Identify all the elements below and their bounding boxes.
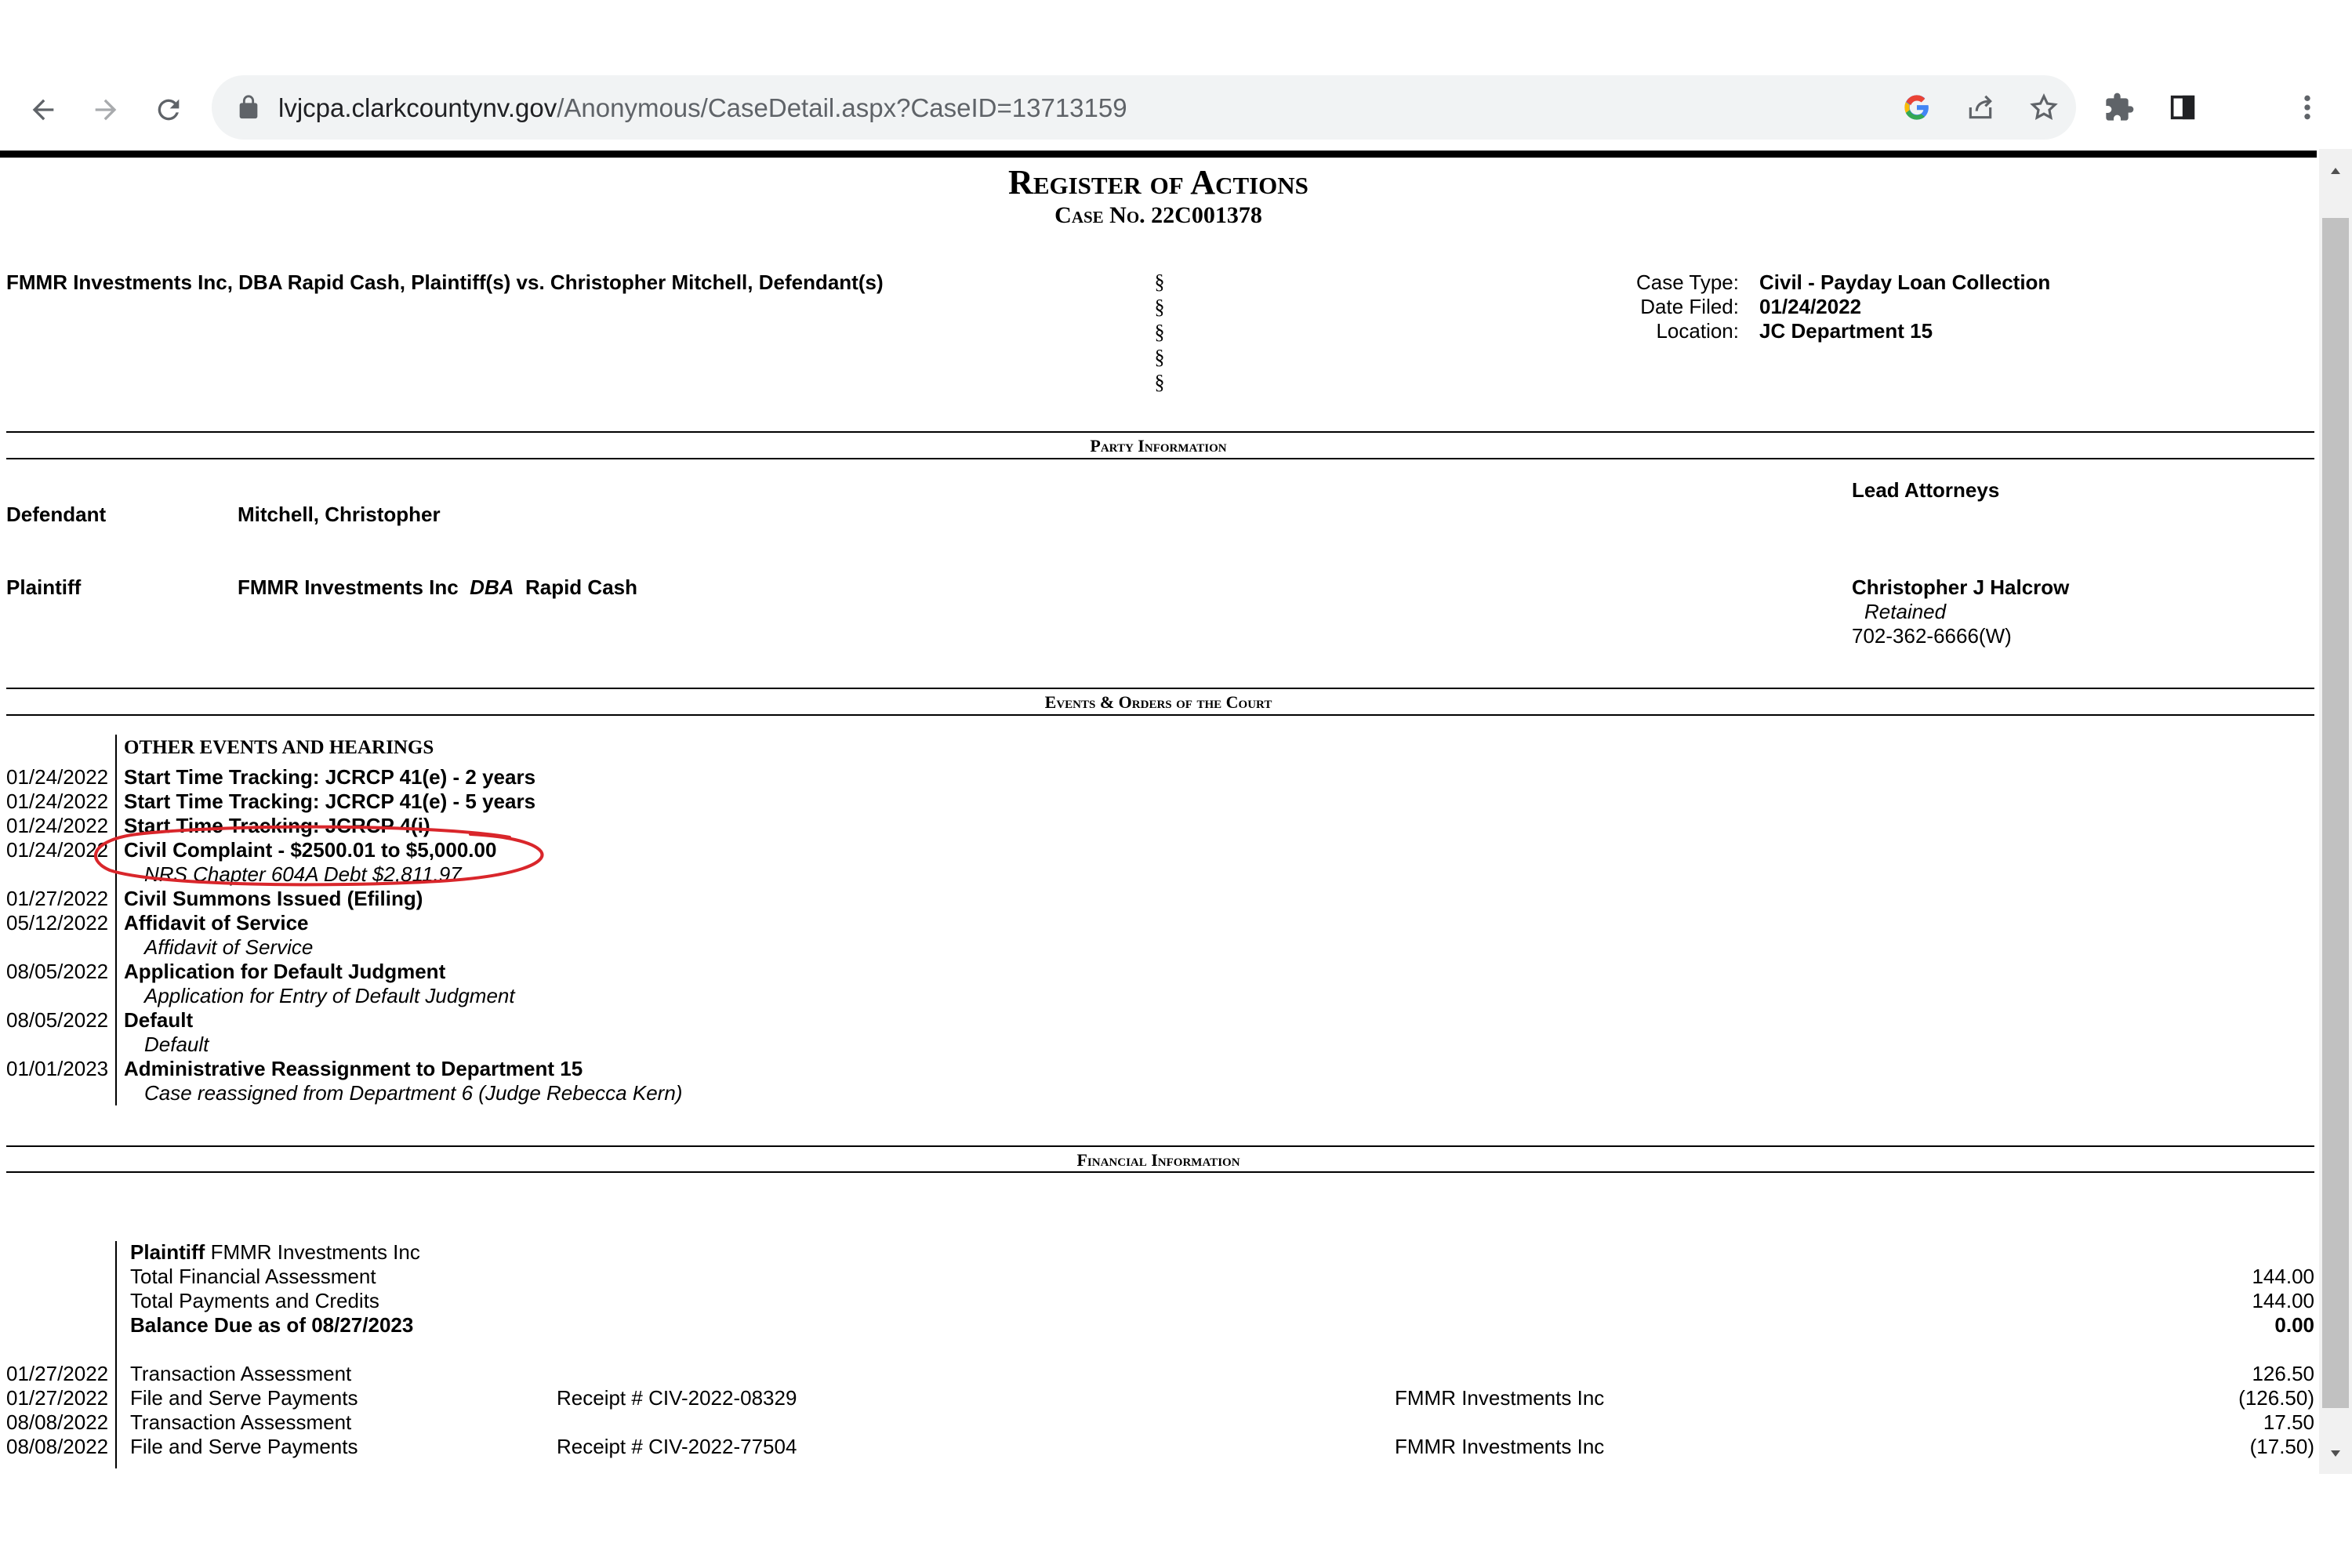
lead-attorneys-label: Lead Attorneys [1852, 478, 2000, 502]
event-title: Start Time Tracking: JCRCP 4(i) [124, 814, 430, 837]
attorney-name: Christopher J Halcrow [1852, 575, 2070, 599]
event-detail: Case reassigned from Department 6 (Judge Rebecca Kern) [144, 1081, 683, 1105]
event-date: 01/27/2022 [6, 887, 109, 910]
total-assessment-label: Total Financial Assessment [130, 1265, 376, 1288]
event-date: 01/24/2022 [6, 838, 109, 862]
financial-heading: Financial Information [1076, 1150, 1240, 1170]
transaction-type: Transaction Assessment [130, 1410, 352, 1434]
event-title: Start Time Tracking: JCRCP 41(e) - 5 years [124, 789, 536, 813]
event-title: Default [124, 1008, 194, 1032]
financial-rule-top [6, 1145, 2314, 1147]
financial-party: Plaintiff FMMR Investments Inc [130, 1240, 420, 1264]
transaction-payor: FMMR Investments Inc [1395, 1435, 1605, 1458]
google-icon[interactable] [1899, 89, 1935, 125]
event-detail: Default [144, 1033, 209, 1056]
event-date: 08/05/2022 [6, 960, 109, 983]
event-detail: NRS Chapter 604A Debt $2,811.97 [144, 862, 462, 886]
events-rule-top [6, 688, 2314, 689]
event-title: Administrative Reassignment to Department 15 [124, 1057, 583, 1080]
kebab-menu-icon[interactable] [2289, 89, 2325, 125]
location-label: Location: [1656, 319, 1739, 343]
url-text[interactable] [278, 91, 1127, 125]
transaction-type: File and Serve Payments [130, 1435, 358, 1458]
scroll-down-arrow-icon[interactable] [2319, 1439, 2352, 1468]
forward-arrow-icon[interactable] [84, 88, 128, 132]
balance-label: Balance Due as of 08/27/2023 [130, 1313, 414, 1337]
url-path: /Anonymous/CaseDetail.aspx?CaseID=13713159 [557, 93, 1127, 122]
dba-name: Rapid Cash [524, 575, 637, 599]
scroll-up-arrow-icon[interactable] [2319, 157, 2352, 185]
case-caption: FMMR Investments Inc, DBA Rapid Cash, Plaintiff(s) vs. Christopher Mitchell, Defendant(s) [6, 270, 884, 294]
transaction-type: Transaction Assessment [130, 1362, 352, 1385]
transaction-amount: (17.50) [2249, 1435, 2314, 1458]
side-panel-icon[interactable] [2165, 89, 2201, 125]
transaction-amount: 17.50 [2263, 1410, 2314, 1434]
event-date: 05/12/2022 [6, 911, 109, 935]
events-rule-bottom [6, 714, 2314, 716]
location-value: JC Department 15 [1759, 319, 1933, 343]
party-info-heading: Party Information [1090, 436, 1227, 456]
puzzle-icon[interactable] [2101, 89, 2137, 125]
plaintiff-role: Plaintiff [6, 575, 82, 599]
total-assessment-value: 144.00 [2252, 1265, 2314, 1288]
window-top-strip [0, 0, 2352, 66]
events-heading: Events & Orders of the Court [1044, 692, 1272, 712]
financial-rule-bottom [6, 1171, 2314, 1173]
back-arrow-icon[interactable] [21, 88, 65, 132]
page-top-rule [0, 151, 2317, 158]
dba-label: DBA [470, 575, 514, 599]
share-icon[interactable] [1962, 89, 1998, 125]
lock-icon[interactable] [235, 94, 262, 121]
case-type-value: Civil - Payday Loan Collection [1759, 270, 2051, 294]
star-icon[interactable] [2026, 89, 2062, 125]
defendant-role: Defendant [6, 503, 107, 526]
events-column-rule [115, 735, 117, 1105]
transaction-date: 08/08/2022 [6, 1435, 109, 1458]
total-payments-label: Total Payments and Credits [130, 1289, 379, 1312]
balance-value: 0.00 [2274, 1313, 2314, 1337]
transaction-date: 01/27/2022 [6, 1386, 109, 1410]
section-marks: § § § § § [1154, 270, 1165, 394]
url-host: lvjcpa.clarkcountynv.gov [278, 93, 557, 122]
transaction-date: 01/27/2022 [6, 1362, 109, 1385]
event-title: Start Time Tracking: JCRCP 41(e) - 2 years [124, 765, 536, 789]
reload-icon[interactable] [147, 88, 191, 132]
transaction-payor: FMMR Investments Inc [1395, 1386, 1605, 1410]
transaction-amount: 126.50 [2252, 1362, 2314, 1385]
attorney-phone: 702-362-6666(W) [1852, 624, 2012, 648]
event-title: Application for Default Judgment [124, 960, 446, 983]
financial-column-rule [115, 1241, 117, 1468]
scrollbar-thumb[interactable] [2322, 218, 2349, 1408]
transaction-date: 08/08/2022 [6, 1410, 109, 1434]
plaintiff-name: FMMR Investments Inc DBA Rapid Cash [238, 575, 637, 599]
events-subheading: OTHER EVENTS AND HEARINGS [124, 737, 434, 758]
case-type-label: Case Type: [1635, 270, 1739, 294]
event-detail: Affidavit of Service [144, 935, 314, 959]
event-title: Affidavit of Service [124, 911, 309, 935]
event-title: Civil Complaint - $2500.01 to $5,000.00 [124, 838, 497, 862]
event-date: 01/24/2022 [6, 814, 109, 837]
transaction-amount: (126.50) [2238, 1386, 2314, 1410]
event-date: 01/24/2022 [6, 789, 109, 813]
case-number: Case No. 22C001378 [1054, 202, 1262, 228]
date-filed-label: Date Filed: [1640, 295, 1739, 318]
event-detail: Application for Entry of Default Judgment [144, 984, 515, 1007]
party-rule-top [6, 431, 2314, 433]
date-filed-value: 01/24/2022 [1759, 295, 1862, 318]
event-date: 01/01/2023 [6, 1057, 109, 1080]
party-rule-bottom [6, 458, 2314, 459]
transaction-receipt: Receipt # CIV-2022-08329 [557, 1386, 797, 1410]
event-date: 01/24/2022 [6, 765, 109, 789]
attorney-status: Retained [1864, 600, 1947, 623]
page-title: Register of Actions [1008, 163, 1308, 201]
transaction-type: File and Serve Payments [130, 1386, 358, 1410]
defendant-name: Mitchell, Christopher [238, 503, 441, 526]
event-title: Civil Summons Issued (Efiling) [124, 887, 423, 910]
event-date: 08/05/2022 [6, 1008, 109, 1032]
transaction-receipt: Receipt # CIV-2022-77504 [557, 1435, 797, 1458]
total-payments-value: 144.00 [2252, 1289, 2314, 1312]
